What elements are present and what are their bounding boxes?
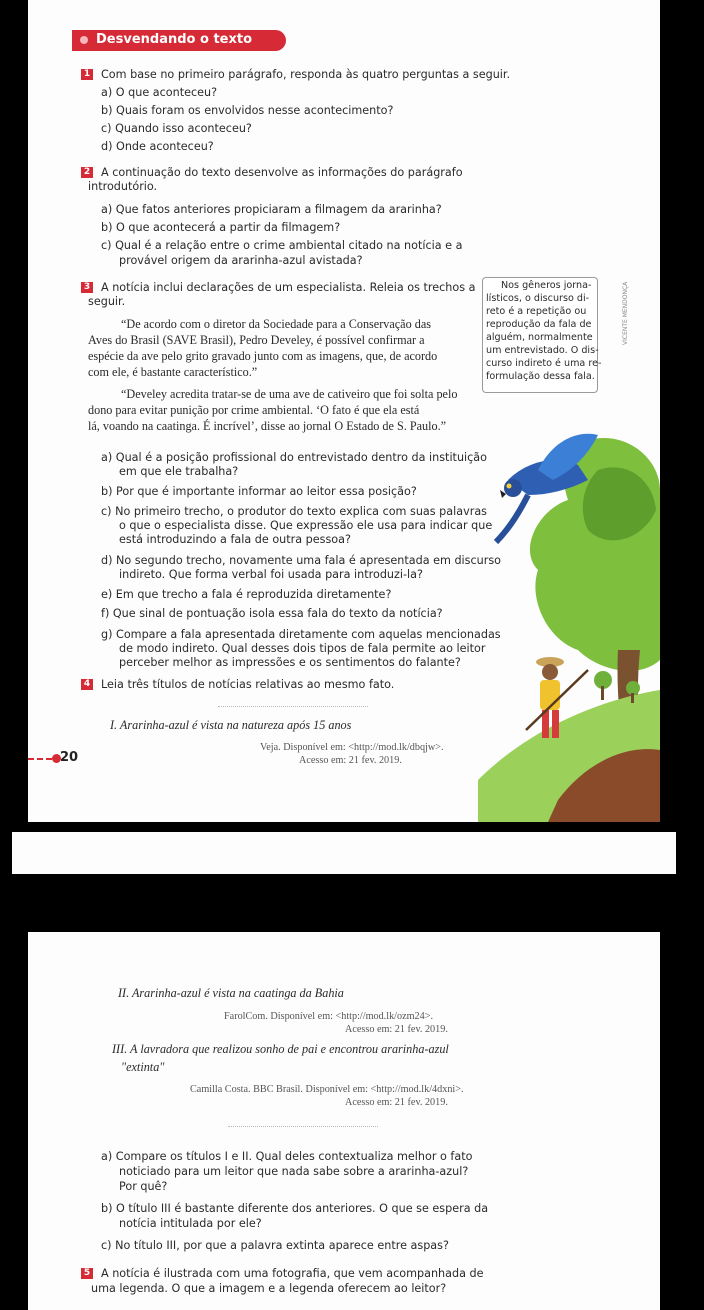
question-item: f) Que sinal de pontuação isola essa fala do texto da notícia?	[101, 607, 443, 620]
question-item: b) Quais foram os envolvidos nesse acontecimento?	[101, 104, 394, 117]
question-item: perceber melhor as impressões e os sentimentos do falante?	[119, 656, 461, 669]
section-title: Desvendando o texto	[96, 32, 253, 47]
sidebox-line: lísticos, o discurso di-	[486, 293, 590, 304]
quote-line: dono para evitar punição por crime ambiental. ‘O fato é que ela está	[88, 403, 420, 417]
question-text: A notícia é ilustrada com uma fotografia, que vem acompanhada de	[101, 1267, 484, 1280]
question-text: seguir.	[88, 295, 126, 308]
question-text: A notícia inclui declarações de um especialista. Releia os trechos a	[101, 281, 476, 294]
photo-credit: VICENTE MENDONÇA	[622, 281, 629, 345]
question-item: em que ele trabalha?	[119, 465, 239, 478]
question-item: e) Em que trecho a fala é reproduzida diretamente?	[101, 588, 392, 601]
sidebox-line: um entrevistado. O dis-	[486, 345, 599, 356]
quote-line: “Develey acredita tratar-se de uma ave de cativeiro que foi solta pelo	[121, 387, 458, 401]
dotted-divider	[228, 1126, 378, 1127]
question-item: g) Compare a fala apresentada diretamente com aquelas mencionadas	[101, 628, 501, 641]
question-number: 3	[81, 282, 93, 293]
question-text: Com base no primeiro parágrafo, responda às quatro perguntas a seguir.	[101, 68, 511, 81]
discourse-sidebox	[482, 277, 602, 393]
headline-2: II. Ararinha-azul é vista na caatinga da Bahia	[118, 986, 344, 1000]
question-item: a) Qual é a posição profissional do entrevistado dentro da instituição	[101, 451, 487, 464]
question-item: d) Onde aconteceu?	[101, 140, 214, 153]
headline-1: I. Ararinha-azul é vista na natureza após 15 anos	[110, 718, 352, 732]
access-3: Acesso em: 21 fev. 2019.	[345, 1097, 448, 1108]
question-text: uma legenda. O que a imagem e a legenda oferecem ao leitor?	[91, 1282, 447, 1295]
question-item: de modo indireto. Qual desses dois tipos de fala permite ao leitor	[119, 642, 486, 655]
textbook-page-20	[28, 0, 660, 822]
quote-line: espécie da ave pelo grito gravado junto com as imagens, que, de acordo	[88, 349, 438, 363]
quote-line: Aves do Brasil (SAVE Brasil), Pedro Develey, é possível confirmar a	[88, 333, 425, 347]
question-item: b) O título III é bastante diferente dos anteriores. O que se espera da	[101, 1202, 489, 1215]
question-item: a) Compare os títulos I e II. Qual deles contextualiza melhor o fato	[101, 1150, 473, 1163]
quote-line: “De acordo com o diretor da Sociedade para a Conservação das	[121, 317, 431, 331]
section-header	[72, 30, 286, 51]
source-3: Camilla Costa. BBC Brasil. Disponível em: <http://mod.lk/4dxni>.	[190, 1084, 464, 1095]
question-number: 1	[81, 69, 93, 80]
source-1: Veja. Disponível em: <http://mod.lk/dbqjw>.	[260, 742, 444, 753]
sidebox-line: curso indireto é uma re-	[486, 358, 602, 369]
question-item: c) No primeiro trecho, o produtor do texto explica com suas palavras	[101, 505, 488, 518]
question-item: d) No segundo trecho, novamente uma fala é apresentada em discurso	[101, 554, 502, 567]
question-item: Por quê?	[119, 1180, 168, 1193]
question-number: 5	[81, 1268, 93, 1279]
question-item: provável origem da ararinha-azul avistada?	[119, 254, 363, 267]
access-2: Acesso em: 21 fev. 2019.	[345, 1024, 448, 1035]
question-item: c) Quando isso aconteceu?	[101, 122, 252, 135]
question-number: 2	[81, 167, 93, 178]
question-item: o que o especialista disse. Que expressão ele usa para indicar que	[119, 519, 493, 532]
question-item: a) O que aconteceu?	[101, 86, 218, 99]
question-item: noticiado para um leitor que nada sabe sobre a ararinha-azul?	[119, 1165, 469, 1178]
question-item: c) No título III, por que a palavra extinta aparece entre aspas?	[101, 1239, 449, 1252]
headline-3: III. A lavradora que realizou sonho de pai e encontrou ararinha-azul	[112, 1042, 449, 1056]
page-line	[28, 758, 52, 760]
source-2: FarolCom. Disponível em: <http://mod.lk/ozm24>.	[224, 1011, 434, 1022]
header-dot-icon	[80, 36, 88, 44]
headline-3-cont: "extinta"	[121, 1060, 165, 1074]
question-item: b) O que acontecerá a partir da filmagem?	[101, 221, 341, 234]
sidebox-line: reprodução da fala de	[486, 319, 592, 330]
page-number: 20	[60, 750, 79, 765]
question-text: Leia três títulos de notícias relativas ao mesmo fato.	[101, 678, 395, 691]
sidebox-line: alguém, normalmente	[486, 332, 593, 343]
question-text: introdutório.	[88, 180, 158, 193]
page-gap-strip	[12, 832, 676, 874]
question-item: b) Por que é importante informar ao leitor essa posição?	[101, 485, 417, 498]
question-number: 4	[81, 679, 93, 690]
question-item: a) Que fatos anteriores propiciaram a filmagem da ararinha?	[101, 203, 442, 216]
question-item: notícia intitulada por ele?	[119, 1217, 262, 1230]
macaw-farmer-illustration	[438, 400, 660, 822]
sidebox-line: formulação dessa fala.	[486, 371, 595, 382]
textbook-page-21	[28, 932, 660, 1310]
question-text: A continuação do texto desenvolve as informações do parágrafo	[101, 166, 463, 179]
question-item: está introduzindo a fala de outra pessoa?	[119, 533, 351, 546]
access-1: Acesso em: 21 fev. 2019.	[299, 755, 402, 766]
quote-line: com ele, é bastante característico.”	[88, 365, 258, 379]
question-item: indireto. Que forma verbal foi usada para introduzi-la?	[119, 568, 423, 581]
sidebox-line: Nos gêneros jorna-	[501, 280, 592, 291]
sidebox-line: reto é a repetição ou	[486, 306, 587, 317]
question-item: c) Qual é a relação entre o crime ambiental citado na notícia e a	[101, 239, 463, 252]
quote-line: lá, voando na caatinga. É incrível’, disse ao jornal O Estado de S. Paulo.”	[88, 419, 447, 433]
dotted-divider	[218, 706, 368, 707]
